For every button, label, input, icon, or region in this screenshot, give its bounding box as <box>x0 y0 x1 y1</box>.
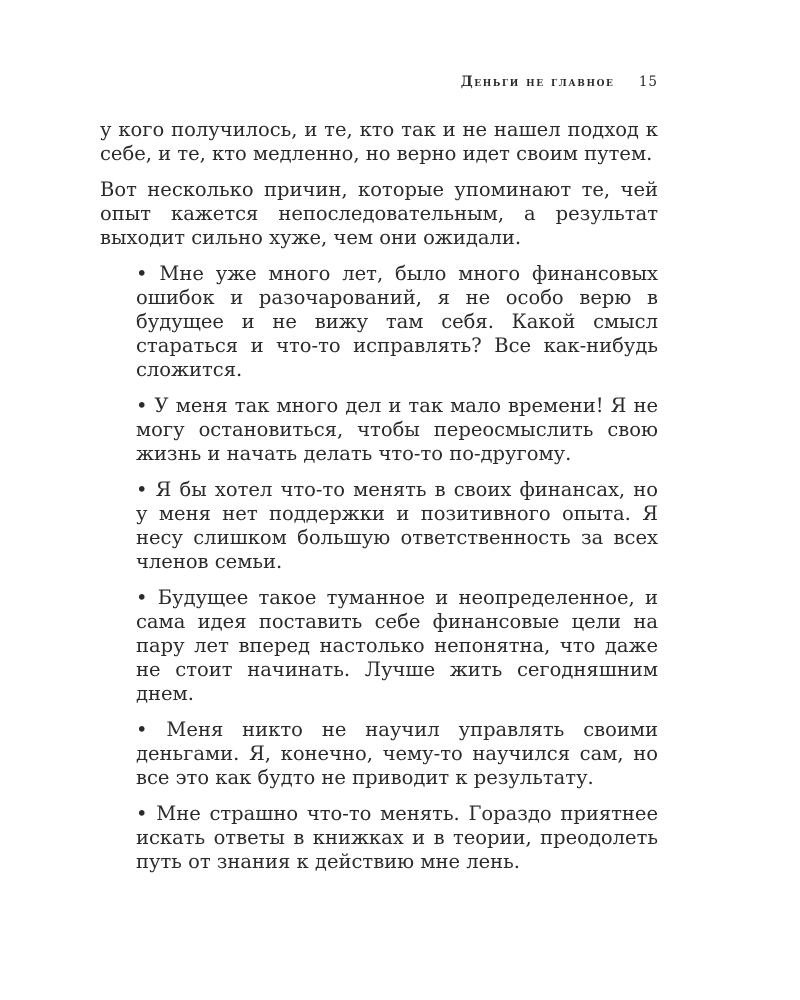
paragraph: у кого получилось, и те, кто так и не нашел подход к себе, и те, кто медленно, но верно идет своим путем. <box>100 118 658 165</box>
list-item: • Я бы хотел что-то менять в своих финансах, но у меня нет поддержки и позитивного опыта. Я несу слишком большую ответственность за всех членов семьи. <box>136 478 658 573</box>
reasons-list <box>100 262 658 874</box>
running-header <box>100 74 658 90</box>
paragraph: Вот несколько причин, которые упоминают те, чей опыт кажется непоследовательным, а результат выходит сильно хуже, чем они ожидали. <box>100 178 658 249</box>
list-item: • Будущее такое туманное и неопределенное, и сама идея поставить себе финансовые цели на пару лет вперед настолько непонятна, что даже не стоит начинать. Лучше жить сегодняшним днем. <box>136 586 658 705</box>
chapter-title: Деньги не главное <box>460 74 615 90</box>
list-item: • Мне страшно что-то менять. Гораздо приятнее искать ответы в книжках и в теории, преодолеть путь от знания к действию мне лень. <box>136 802 658 873</box>
list-item: • Меня никто не научил управлять своими деньгами. Я, конечно, чему-то научился сам, но все это как будто не приводит к результату. <box>136 718 658 789</box>
body-text <box>100 118 658 886</box>
page-number: 15 <box>638 74 658 90</box>
list-item: • У меня так много дел и так мало времени! Я не могу остановиться, чтобы переосмыслить свою жизнь и начать делать что-то по-другому. <box>136 394 658 465</box>
list-item: • Мне уже много лет, было много финансовых ошибок и разочарований, я не особо верю в будущее и не вижу там себя. Какой смысл стараться и что-то исправлять? Все как-нибудь сложится. <box>136 262 658 381</box>
